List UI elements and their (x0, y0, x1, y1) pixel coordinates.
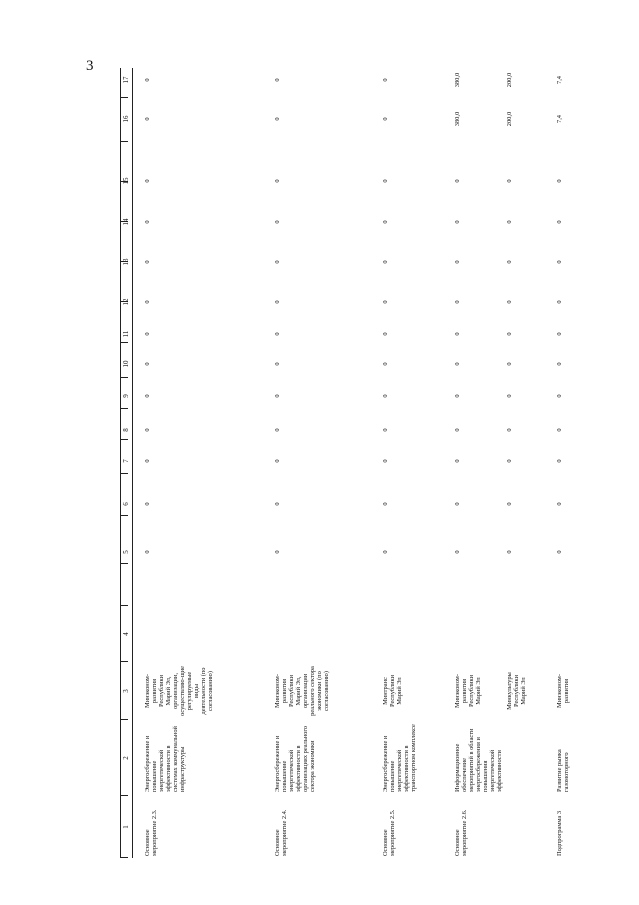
table-top-border (120, 68, 121, 858)
value-14: 0 (454, 220, 461, 224)
value-15: 0 (144, 179, 151, 183)
value-14: 0 (506, 220, 513, 224)
value-9: 0 (274, 394, 281, 398)
row-responsible: Минэконом-развития Республики Марий Эл, организации, осуществляю-щие регулируемые виды деятельности (по согласованию) (144, 666, 214, 716)
value-7: 0 (506, 459, 513, 463)
value-6: 0 (556, 502, 563, 506)
value-16: 0 (144, 117, 151, 121)
value-7: 0 (144, 459, 151, 463)
value-13: 0 (274, 260, 281, 264)
value-9: 0 (506, 394, 513, 398)
col-header-4: 4 (122, 632, 130, 636)
row-description: Энергосбережение и повышение энергетической эффективности в системах коммунальной инфраструктуры (144, 726, 186, 792)
row-title: Подпрограмма 3 (556, 810, 563, 856)
value-15: 0 (454, 179, 461, 183)
value-12: 0 (506, 300, 513, 304)
value-13: 0 (506, 260, 513, 264)
value-14: 0 (274, 220, 281, 224)
row-description: Информационное обеспечение мероприятий в области энергосбережения и повышения энергетической эффективности (454, 728, 503, 792)
value-8: 0 (506, 428, 513, 432)
value-12: 0 (144, 300, 151, 304)
col-header-16: 16 (122, 115, 130, 123)
value-16: 0 (274, 117, 281, 121)
row-title: Основное мероприятие 2.5. (382, 809, 396, 856)
value-10: 0 (144, 362, 151, 366)
value-8: 0 (556, 428, 563, 432)
value-15: 0 (506, 179, 513, 183)
row-responsible: Минэконом-развития Республики Марий Эл (454, 674, 482, 708)
value-7: 0 (556, 459, 563, 463)
value-13: 0 (454, 260, 461, 264)
value-12: 0 (556, 300, 563, 304)
value-9: 0 (144, 394, 151, 398)
value-10: 0 (382, 362, 389, 366)
value-12: 0 (454, 300, 461, 304)
value-5: 0 (274, 550, 281, 554)
col-header-1: 1 (122, 825, 130, 829)
row-title: Основное мероприятие 2.4. (274, 809, 288, 856)
col-header-5: 5 (122, 550, 130, 554)
value-14: 0 (144, 220, 151, 224)
value-11: 0 (454, 332, 461, 336)
col-header-8: 8 (122, 428, 130, 432)
value-17: 0 (144, 78, 151, 82)
value-11: 0 (556, 332, 563, 336)
value-5: 0 (382, 550, 389, 554)
value-15: 0 (556, 179, 563, 183)
header-bottom-border (132, 68, 133, 858)
value-17: 0 (382, 78, 389, 82)
value-15: 0 (274, 179, 281, 183)
col-header-11: 11 (122, 330, 130, 338)
value-17: 380,0 (454, 72, 461, 88)
value-17: 200,0 (506, 72, 513, 88)
row-description: Развитие рынка газомоторного (556, 749, 570, 792)
col-header-6: 6 (122, 502, 130, 506)
value-8: 0 (382, 428, 389, 432)
value-5: 0 (506, 550, 513, 554)
rotated-table (120, 68, 639, 858)
value-7: 0 (382, 459, 389, 463)
value-9: 0 (556, 394, 563, 398)
value-6: 0 (382, 502, 389, 506)
value-14: 0 (382, 220, 389, 224)
value-5: 0 (556, 550, 563, 554)
col-header-13: 13 (122, 258, 130, 266)
col-header-17: 17 (122, 76, 130, 84)
col-header-9: 9 (122, 394, 130, 398)
col-header-3: 3 (122, 689, 130, 693)
value-10: 0 (506, 362, 513, 366)
value-16: 200,0 (506, 111, 513, 127)
value-10: 0 (274, 362, 281, 366)
value-16: 380,0 (454, 111, 461, 127)
value-10: 0 (454, 362, 461, 366)
row-title: Основное мероприятие 2.3. (144, 809, 158, 856)
value-11: 0 (144, 332, 151, 336)
value-12: 0 (382, 300, 389, 304)
col-header-2: 2 (122, 756, 130, 760)
value-7: 0 (274, 459, 281, 463)
value-17: 7,4 (556, 76, 563, 84)
value-9: 0 (382, 394, 389, 398)
col-header-14: 14 (122, 218, 130, 226)
value-8: 0 (274, 428, 281, 432)
col-header-7: 7 (122, 459, 130, 463)
value-11: 0 (274, 332, 281, 336)
row-description: Энергосбережение и повышение энергетической эффективности в транспортном комплексе (382, 724, 417, 792)
value-8: 0 (454, 428, 461, 432)
row-responsible: Минтранс Республики Марий Эл (382, 674, 403, 708)
value-13: 0 (556, 260, 563, 264)
value-5: 0 (144, 550, 151, 554)
row-responsible: Минэконом-развития (556, 674, 570, 708)
value-13: 0 (382, 260, 389, 264)
value-6: 0 (506, 502, 513, 506)
value-10: 0 (556, 362, 563, 366)
row-responsible: Минкультуры Республики Марий Эл (506, 672, 527, 710)
value-6: 0 (274, 502, 281, 506)
col-header-15: 15 (122, 177, 130, 185)
value-8: 0 (144, 428, 151, 432)
row-title: Основное мероприятие 2.6. (454, 809, 468, 856)
page-number: 3 (86, 58, 94, 74)
value-16: 7,4 (556, 115, 563, 123)
value-9: 0 (454, 394, 461, 398)
value-11: 0 (382, 332, 389, 336)
row-responsible: Минэконом-развития Республики Марий Эл, организации реального сектора экономики (по согласованию) (274, 666, 330, 716)
value-11: 0 (506, 332, 513, 336)
value-17: 0 (274, 78, 281, 82)
value-6: 0 (144, 502, 151, 506)
value-14: 0 (556, 220, 563, 224)
value-13: 0 (144, 260, 151, 264)
value-5: 0 (454, 550, 461, 554)
value-15: 0 (382, 179, 389, 183)
col-header-10: 10 (122, 360, 130, 368)
row-description: Энергосбережение и повышение энергетической эффективности в организациях реального сектора экономики (274, 725, 316, 792)
value-6: 0 (454, 502, 461, 506)
value-12: 0 (274, 300, 281, 304)
value-16: 0 (382, 117, 389, 121)
col-header-12: 12 (122, 298, 130, 306)
value-7: 0 (454, 459, 461, 463)
